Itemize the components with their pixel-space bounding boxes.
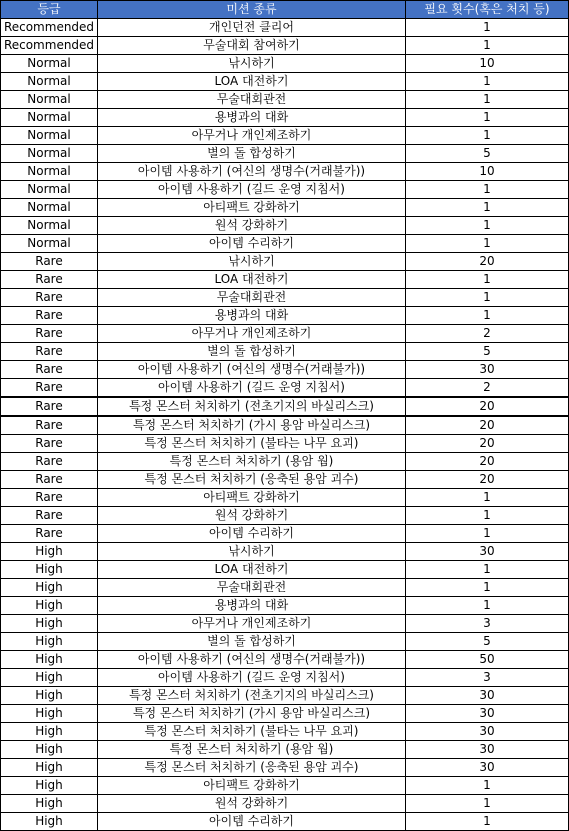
grade-cell: Normal bbox=[1, 217, 98, 235]
grade-cell: Rare bbox=[1, 361, 98, 379]
count-cell: 1 bbox=[406, 777, 569, 795]
mission-cell: 아무거나 개인제조하기 bbox=[98, 127, 406, 145]
table-row bbox=[1, 253, 569, 271]
table-row bbox=[1, 163, 569, 181]
grade-cell: Rare bbox=[1, 325, 98, 343]
count-cell: 30 bbox=[406, 759, 569, 777]
grade-cell: Normal bbox=[1, 91, 98, 109]
count-cell: 20 bbox=[406, 453, 569, 471]
mission-cell: 별의 돌 합성하기 bbox=[98, 633, 406, 651]
mission-cell: 아이템 사용하기 (여신의 생명수(거래불가)) bbox=[98, 163, 406, 181]
grade-cell: Rare bbox=[1, 397, 98, 416]
mission-cell: 특정 몬스터 처치하기 (가시 용암 바실리스크) bbox=[98, 416, 406, 435]
table-row bbox=[1, 435, 569, 453]
mission-cell: 아이템 수리하기 bbox=[98, 813, 406, 831]
mission-cell: 용병과의 대화 bbox=[98, 597, 406, 615]
grade-cell: Normal bbox=[1, 73, 98, 91]
header-required-count: 필요 횟수(혹은 처치 등) bbox=[406, 1, 569, 19]
mission-cell: LOA 대전하기 bbox=[98, 271, 406, 289]
mission-cell: 특정 몬스터 처치하기 (응축된 용암 괴수) bbox=[98, 471, 406, 489]
mission-cell: 아이템 사용하기 (길드 운영 지침서) bbox=[98, 181, 406, 199]
table-row bbox=[1, 109, 569, 127]
grade-cell: High bbox=[1, 597, 98, 615]
count-cell: 1 bbox=[406, 109, 569, 127]
grade-cell: Normal bbox=[1, 235, 98, 253]
mission-cell: 원석 강화하기 bbox=[98, 217, 406, 235]
mission-cell: 원석 강화하기 bbox=[98, 507, 406, 525]
table-row bbox=[1, 127, 569, 145]
grade-cell: Normal bbox=[1, 127, 98, 145]
table-row bbox=[1, 379, 569, 398]
count-cell: 20 bbox=[406, 397, 569, 416]
table-row bbox=[1, 741, 569, 759]
grade-cell: Rare bbox=[1, 525, 98, 543]
count-cell: 1 bbox=[406, 813, 569, 831]
grade-cell: High bbox=[1, 651, 98, 669]
grade-cell: Rare bbox=[1, 471, 98, 489]
table-row bbox=[1, 471, 569, 489]
table-row bbox=[1, 813, 569, 831]
table-row bbox=[1, 615, 569, 633]
mission-cell: 특정 몬스터 처치하기 (용암 웜) bbox=[98, 453, 406, 471]
mission-cell: 무술대회관전 bbox=[98, 289, 406, 307]
count-cell: 50 bbox=[406, 651, 569, 669]
mission-cell: 개인던전 클리어 bbox=[98, 19, 406, 37]
grade-cell: High bbox=[1, 615, 98, 633]
table-row bbox=[1, 579, 569, 597]
table-row bbox=[1, 597, 569, 615]
table-row bbox=[1, 181, 569, 199]
count-cell: 30 bbox=[406, 723, 569, 741]
table-row bbox=[1, 37, 569, 55]
count-cell: 1 bbox=[406, 561, 569, 579]
count-cell: 20 bbox=[406, 253, 569, 271]
count-cell: 20 bbox=[406, 471, 569, 489]
mission-cell: 아이템 수리하기 bbox=[98, 235, 406, 253]
table-row bbox=[1, 343, 569, 361]
count-cell: 5 bbox=[406, 343, 569, 361]
count-cell: 3 bbox=[406, 669, 569, 687]
table-row bbox=[1, 307, 569, 325]
count-cell: 1 bbox=[406, 289, 569, 307]
table-row bbox=[1, 687, 569, 705]
grade-cell: Rare bbox=[1, 507, 98, 525]
mission-cell: 별의 돌 합성하기 bbox=[98, 343, 406, 361]
grade-cell: Recommended bbox=[1, 19, 98, 37]
count-cell: 20 bbox=[406, 435, 569, 453]
table-row bbox=[1, 289, 569, 307]
count-cell: 1 bbox=[406, 507, 569, 525]
table-row bbox=[1, 91, 569, 109]
count-cell: 2 bbox=[406, 379, 569, 398]
header-row bbox=[1, 1, 569, 19]
grade-cell: Rare bbox=[1, 289, 98, 307]
table-header bbox=[1, 1, 569, 19]
grade-cell: High bbox=[1, 669, 98, 687]
grade-cell: High bbox=[1, 543, 98, 561]
grade-cell: High bbox=[1, 741, 98, 759]
grade-cell: Rare bbox=[1, 435, 98, 453]
count-cell: 10 bbox=[406, 163, 569, 181]
grade-cell: High bbox=[1, 561, 98, 579]
mission-cell: LOA 대전하기 bbox=[98, 73, 406, 91]
mission-cell: 무술대회관전 bbox=[98, 579, 406, 597]
table-row bbox=[1, 633, 569, 651]
mission-cell: 특정 몬스터 처치하기 (전초기지의 바실리스크) bbox=[98, 397, 406, 416]
mission-cell: 아이템 수리하기 bbox=[98, 525, 406, 543]
mission-cell: 아이템 사용하기 (여신의 생명수(거래불가)) bbox=[98, 651, 406, 669]
table-row bbox=[1, 325, 569, 343]
table-row bbox=[1, 507, 569, 525]
table-row bbox=[1, 55, 569, 73]
mission-cell: 특정 몬스터 처치하기 (용암 웜) bbox=[98, 741, 406, 759]
grade-cell: Rare bbox=[1, 307, 98, 325]
count-cell: 1 bbox=[406, 91, 569, 109]
table-row bbox=[1, 361, 569, 379]
count-cell: 30 bbox=[406, 543, 569, 561]
count-cell: 30 bbox=[406, 741, 569, 759]
mission-cell: 특정 몬스터 처치하기 (불타는 나무 요괴) bbox=[98, 723, 406, 741]
grade-cell: Rare bbox=[1, 379, 98, 398]
table-row bbox=[1, 795, 569, 813]
grade-cell: High bbox=[1, 579, 98, 597]
count-cell: 1 bbox=[406, 73, 569, 91]
mission-cell: 특정 몬스터 처치하기 (가시 용암 바실리스크) bbox=[98, 705, 406, 723]
grade-cell: Recommended bbox=[1, 37, 98, 55]
count-cell: 1 bbox=[406, 525, 569, 543]
mission-cell: 무술대회 참여하기 bbox=[98, 37, 406, 55]
count-cell: 20 bbox=[406, 416, 569, 435]
count-cell: 30 bbox=[406, 705, 569, 723]
mission-cell: 특정 몬스터 처치하기 (불타는 나무 요괴) bbox=[98, 435, 406, 453]
grade-cell: Rare bbox=[1, 489, 98, 507]
count-cell: 1 bbox=[406, 307, 569, 325]
grade-cell: Normal bbox=[1, 199, 98, 217]
table-row bbox=[1, 651, 569, 669]
count-cell: 1 bbox=[406, 199, 569, 217]
grade-cell: High bbox=[1, 777, 98, 795]
count-cell: 1 bbox=[406, 19, 569, 37]
table-row bbox=[1, 561, 569, 579]
count-cell: 5 bbox=[406, 633, 569, 651]
table-row bbox=[1, 416, 569, 435]
grade-cell: Normal bbox=[1, 109, 98, 127]
count-cell: 5 bbox=[406, 145, 569, 163]
table-row bbox=[1, 669, 569, 687]
table-row bbox=[1, 73, 569, 91]
mission-cell: 낚시하기 bbox=[98, 543, 406, 561]
count-cell: 30 bbox=[406, 687, 569, 705]
mission-cell: 낚시하기 bbox=[98, 55, 406, 73]
mission-cell: 아무거나 개인제조하기 bbox=[98, 325, 406, 343]
mission-cell: LOA 대전하기 bbox=[98, 561, 406, 579]
mission-cell: 별의 돌 합성하기 bbox=[98, 145, 406, 163]
count-cell: 2 bbox=[406, 325, 569, 343]
count-cell: 1 bbox=[406, 235, 569, 253]
grade-cell: Rare bbox=[1, 253, 98, 271]
table-row bbox=[1, 271, 569, 289]
mission-cell: 아티팩트 강화하기 bbox=[98, 489, 406, 507]
table-row bbox=[1, 235, 569, 253]
grade-cell: High bbox=[1, 723, 98, 741]
mission-cell: 아티팩트 강화하기 bbox=[98, 199, 406, 217]
mission-cell: 아이템 사용하기 (길드 운영 지침서) bbox=[98, 379, 406, 398]
grade-cell: Rare bbox=[1, 343, 98, 361]
grade-cell: Rare bbox=[1, 271, 98, 289]
mission-cell: 무술대회관전 bbox=[98, 91, 406, 109]
table-row bbox=[1, 199, 569, 217]
count-cell: 1 bbox=[406, 579, 569, 597]
grade-cell: High bbox=[1, 633, 98, 651]
count-cell: 10 bbox=[406, 55, 569, 73]
header-mission-type: 미션 종류 bbox=[98, 1, 406, 19]
grade-cell: High bbox=[1, 759, 98, 777]
table-row bbox=[1, 489, 569, 507]
grade-cell: High bbox=[1, 795, 98, 813]
grade-cell: Rare bbox=[1, 453, 98, 471]
grade-cell: Normal bbox=[1, 181, 98, 199]
grade-cell: High bbox=[1, 705, 98, 723]
table-row bbox=[1, 759, 569, 777]
table-row bbox=[1, 705, 569, 723]
count-cell: 1 bbox=[406, 127, 569, 145]
grade-cell: Normal bbox=[1, 163, 98, 181]
mission-cell: 아무거나 개인제조하기 bbox=[98, 615, 406, 633]
table-row bbox=[1, 525, 569, 543]
header-grade: 등급 bbox=[1, 1, 98, 19]
count-cell: 1 bbox=[406, 217, 569, 235]
count-cell: 1 bbox=[406, 489, 569, 507]
count-cell: 1 bbox=[406, 181, 569, 199]
mission-cell: 특정 몬스터 처치하기 (응축된 용암 괴수) bbox=[98, 759, 406, 777]
mission-cell: 용병과의 대화 bbox=[98, 109, 406, 127]
table-row bbox=[1, 19, 569, 37]
table-row bbox=[1, 217, 569, 235]
table-row bbox=[1, 397, 569, 416]
grade-cell: High bbox=[1, 687, 98, 705]
count-cell: 30 bbox=[406, 361, 569, 379]
mission-cell: 아이템 사용하기 (길드 운영 지침서) bbox=[98, 669, 406, 687]
count-cell: 1 bbox=[406, 795, 569, 813]
count-cell: 1 bbox=[406, 597, 569, 615]
count-cell: 3 bbox=[406, 615, 569, 633]
grade-cell: Normal bbox=[1, 55, 98, 73]
table-row bbox=[1, 777, 569, 795]
count-cell: 1 bbox=[406, 37, 569, 55]
mission-cell: 용병과의 대화 bbox=[98, 307, 406, 325]
mission-cell: 아티팩트 강화하기 bbox=[98, 777, 406, 795]
mission-cell: 아이템 사용하기 (여신의 생명수(거래불가)) bbox=[98, 361, 406, 379]
mission-cell: 원석 강화하기 bbox=[98, 795, 406, 813]
table-body bbox=[1, 19, 569, 831]
count-cell: 1 bbox=[406, 271, 569, 289]
grade-cell: Rare bbox=[1, 416, 98, 435]
grade-cell: High bbox=[1, 813, 98, 831]
table-row bbox=[1, 145, 569, 163]
grade-cell: Normal bbox=[1, 145, 98, 163]
table-row bbox=[1, 723, 569, 741]
table-row bbox=[1, 543, 569, 561]
mission-cell: 낚시하기 bbox=[98, 253, 406, 271]
table-row bbox=[1, 453, 569, 471]
mission-cell: 특정 몬스터 처치하기 (전초기지의 바실리스크) bbox=[98, 687, 406, 705]
